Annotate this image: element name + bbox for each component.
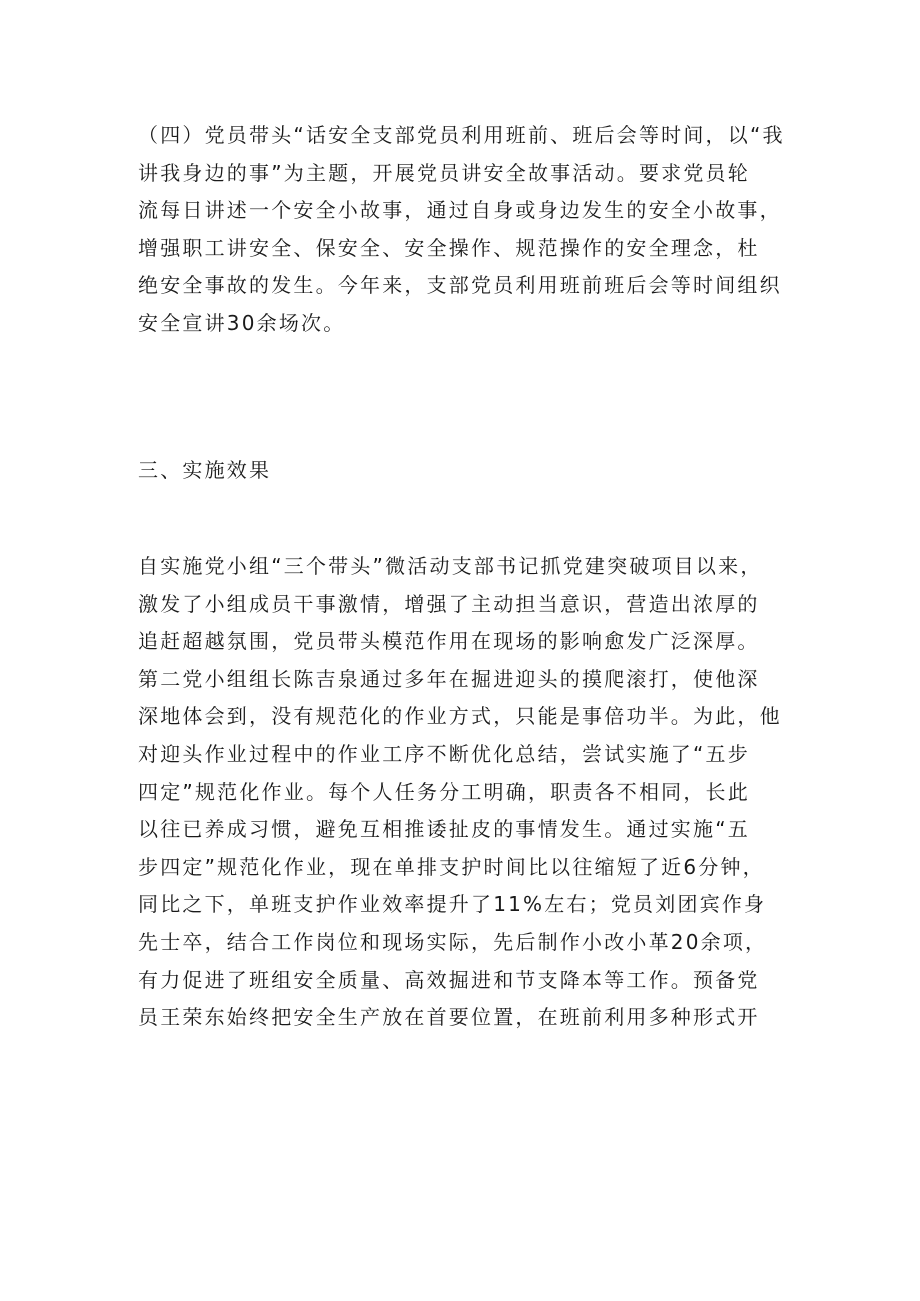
section-heading-text: 三、实施效果 xyxy=(138,458,272,482)
paragraph-line: 第二党小组组长陈吉泉通过多年在掘进迎头的摸爬滚打，使他深 xyxy=(138,666,760,691)
paragraph-line: 深地体会到，没有规范化的作业方式，只能是事倍功半。为此，他 xyxy=(138,704,782,729)
paragraph-line: 以往已养成习惯，避免互相推诿扯皮的事情发生。通过实施“五 xyxy=(138,817,750,842)
paragraph-line: 增强职工讲安全、保安全、安全操作、规范操作的安全理念，杜 xyxy=(138,235,760,260)
paragraph-line: 自实施党小组“三个带头”微活动支部书记抓党建突破项目以来， xyxy=(138,554,763,578)
paragraph-line: 四定”规范化作业。每个人任务分工明确，职责各不相同，长此 xyxy=(138,779,750,804)
paragraph-line: 流每日讲述一个安全小故事，通过自身或身边发生的安全小故事， xyxy=(138,198,782,223)
paragraph-line: 有力促进了班组安全质量、高效掘进和节支降本等工作。预备党 xyxy=(138,967,760,992)
paragraph-line: 激发了小组成员干事激情，增强了主动担当意识，营造出浓厚的 xyxy=(138,591,760,616)
paragraph-line: 追赶超越氛围，党员带头模范作用在现场的影响愈发广泛深厚。 xyxy=(138,629,760,654)
paragraph-line: 对迎头作业过程中的作业工序不断优化总结，尝试实施了“五步 xyxy=(138,741,750,766)
paragraph-line: 先士卒，结合工作岗位和现场实际，先后制作小改小革20余项， xyxy=(138,929,768,954)
section-heading-effects xyxy=(138,452,800,490)
paragraph-party-safety-talk xyxy=(138,117,800,343)
paragraph-line: 安全宣讲30余场次。 xyxy=(138,310,346,335)
paragraph-line: 绝安全事故的发生。今年来，支部党员利用班前班后会等时间组织 xyxy=(138,273,782,298)
paragraph-line: 步四定”规范化作业，现在单排支护时间比以往缩短了近6分钟， xyxy=(138,854,765,879)
paragraph-line: 同比之下，单班支护作业效率提升了11%左右；党员刘团宾作身 xyxy=(138,892,767,917)
paragraph-line: 员王荣东始终把安全生产放在首要位置，在班前利用多种形式开 xyxy=(138,1005,760,1030)
paragraph-line: 讲我身边的事”为主题，开展党员讲安全故事活动。要求党员轮 xyxy=(138,160,750,185)
paragraph-implementation-effects xyxy=(138,548,800,1037)
paragraph-line: （四）党员带头“话安全支部党员利用班前、班后会等时间，以“我 xyxy=(138,123,785,147)
